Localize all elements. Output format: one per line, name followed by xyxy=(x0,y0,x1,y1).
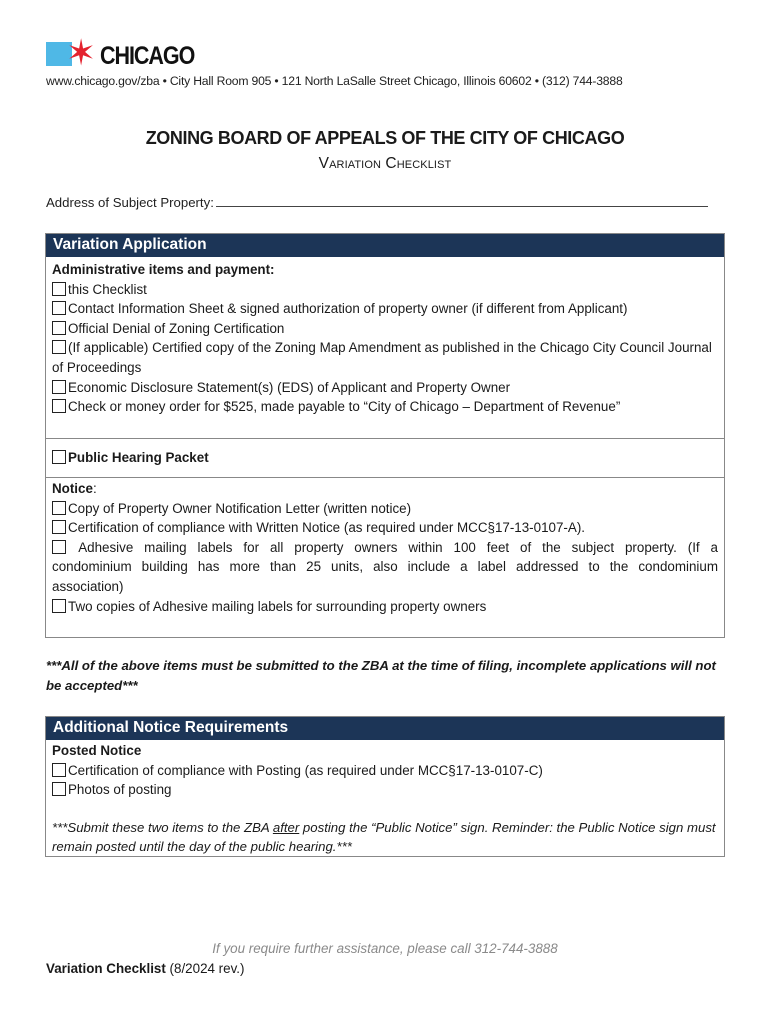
filing-note: ***All of the above items must be submitted to the ZBA at the time of filing, incomplete applications will not be accepted*** xyxy=(46,658,716,693)
checkbox[interactable] xyxy=(52,340,66,354)
checkbox[interactable] xyxy=(52,399,66,413)
contact-line: www.chicago.gov/zba • City Hall Room 905 • 121 North LaSalle Street Chicago, Illinois 60602 • (312) 744-3888 xyxy=(46,74,623,88)
checklist-item: Public Hearing Packet xyxy=(52,448,718,468)
hearing-packet-row xyxy=(46,439,724,477)
checklist-item: (If applicable) Certified copy of the Zoning Map Amendment as published in the Chicago City Council Journal of Proceedings xyxy=(52,340,712,375)
page-title: ZONING BOARD OF APPEALS OF THE CITY OF CHICAGO xyxy=(145,128,625,148)
chicago-logo xyxy=(46,32,195,73)
address-field[interactable] xyxy=(46,194,708,210)
address-label: Address of Subject Property: xyxy=(46,195,214,210)
checkbox[interactable] xyxy=(52,540,66,554)
page-subtitle: Variation Checklist xyxy=(318,155,452,172)
checklist-item: Adhesive mailing labels for all property owners within 100 feet of the subject property. (If a condominium building has more than 25 units, also include a label addressed to the condominium association) xyxy=(52,539,719,594)
checkbox[interactable] xyxy=(52,782,66,796)
checklist-item: Economic Disclosure Statement(s) (EDS) of Applicant and Property Owner xyxy=(52,378,718,398)
notice-label: Notice: xyxy=(52,481,97,496)
checkbox[interactable] xyxy=(52,763,66,777)
checkbox[interactable] xyxy=(52,501,66,515)
section-heading: Additional Notice Requirements xyxy=(46,717,724,740)
checklist-item: Official Denial of Zoning Certification xyxy=(52,319,718,339)
checkbox[interactable] xyxy=(52,282,66,296)
notice-items-group xyxy=(46,478,724,616)
checkbox[interactable] xyxy=(52,450,66,464)
red-star-icon: ✶ xyxy=(66,32,97,73)
checkbox[interactable] xyxy=(52,301,66,315)
checklist-item: Certification of compliance with Posting (as required under MCC§17-13-0107-C) xyxy=(52,761,718,781)
checkbox[interactable] xyxy=(52,321,66,335)
address-input-line[interactable] xyxy=(216,194,708,207)
checkbox[interactable] xyxy=(52,599,66,613)
checklist-item: this Checklist xyxy=(52,280,718,300)
posting-note: ***Submit these two items to the ZBA after posting the “Public Notice” sign. Reminder: the Public Notice sign must remain posted until the day of the public hearing.*** xyxy=(52,819,716,855)
admin-label: Administrative items and payment: xyxy=(52,262,275,277)
checklist-item: Copy of Property Owner Notification Letter (written notice) xyxy=(52,499,718,519)
additional-notice-section xyxy=(45,716,725,857)
checklist-item: Two copies of Adhesive mailing labels for surrounding property owners xyxy=(52,597,718,617)
logo-text: CHICAGO xyxy=(100,42,195,70)
footer: Variation Checklist (8/2024 rev.) xyxy=(46,961,245,976)
checklist-item: Contact Information Sheet & signed authorization of property owner (if different from Applicant) xyxy=(52,299,718,319)
admin-items-group xyxy=(46,257,724,438)
posted-label: Posted Notice xyxy=(52,743,142,758)
checkbox[interactable] xyxy=(52,380,66,394)
checklist-item: Check or money order for $525, made payable to “City of Chicago – Department of Revenue” xyxy=(52,397,718,417)
help-text: If you require further assistance, please call 312-744-3888 xyxy=(212,941,558,956)
checklist-item: Photos of posting xyxy=(52,780,718,800)
section-heading: Variation Application xyxy=(46,234,724,257)
checkbox[interactable] xyxy=(52,520,66,534)
checklist-item: Certification of compliance with Written Notice (as required under MCC§17-13-0107-A). xyxy=(52,518,718,538)
posted-notice-group xyxy=(46,740,724,857)
variation-application-section xyxy=(45,233,725,638)
